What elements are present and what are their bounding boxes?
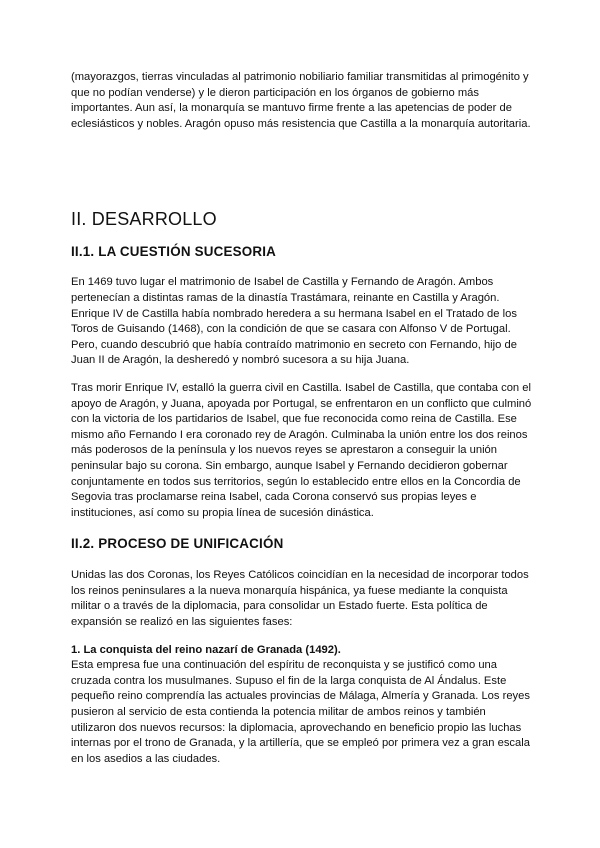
subsection-1-title: II.1. LA CUESTIÓN SUCESORIA [71,244,277,260]
subsection-1-paragraph-2: Tras morir Enrique IV, estalló la guerra civil en Castilla. Isabel de Castilla, que contaba con el apoyo de Aragón, y Juana, apoyada por Portugal, se enfrentaron en un conflicto que culminó con la victoria de los partidarios de Isabel, que fue reconocida como reina de Castilla. Ese mismo año Fernando I era coronado rey de Aragón. Culminaba la unión entre los dos reinos más poderosos de la península y los nuevos reyes se aprestaron a conseguir la unión peninsular bajo su corona. Sin embargo, aunque Isabel y Fernando decidieron gobernar conjuntamente en todos sus territorios, según lo establecido entre ellos en la Concordia de Segovia tras proclamarse reina Isabel, cada Corona conservó sus propias leyes e instituciones, así como su propia línea de sucesión dinástica. [71,381,532,519]
subsection-2-title: II.2. PROCESO DE UNIFICACIÓN [71,536,284,552]
section-title: II. DESARROLLO [71,209,217,230]
subsection-1-paragraph-1: En 1469 tuvo lugar el matrimonio de Isabel de Castilla y Fernando de Aragón. Ambos pertenecían a distintas ramas de la dinastía Trastámara, reinante en Castilla y Aragón. Enrique IV de Castilla había nombrado heredera a su hermana Isabel en el Tratado de los Toros de Guisando (1468), con la condición de que se casara con Alfonso V de Portugal. Pero, cuando descubrió que había contraído matrimonio en secreto con Fernando, hijo de Juan II de Aragón, la desheredó y nombró sucesora a su hija Juana. [71,276,517,367]
phase-1-text: Esta empresa fue una continuación del espíritu de reconquista y se justificó como una cruzada contra los musulmanes. Supuso el fin de la larga conquista de Al Ándalus. Este pequeño reino comprendía las actuales provincias de Málaga, Almería y Granada. Los reyes pusieron al servicio de esta contienda la potencia militar de ambos reinos y también utilizaron dos nuevos recursos: la diplomacia, aprovechando en beneficio propio las luchas internas por el trono de Granada, y la artillería, que se empleó por primera vez a gran escala en los asedios a las ciudades. [71,659,530,765]
phase-1-title: 1. La conquista del reino nazarí de Granada (1492). [71,643,341,656]
subsection-2-paragraph-1: Unidas las dos Coronas, los Reyes Católicos coincidían en la necesidad de incorporar todos los reinos peninsulares a la nueva monarquía hispánica, ya fuese mediante la conquista militar o a través de la diplomacia, para consolidar un Estado fuerte. Esta política de expansión se realizó en las siguientes fases: [71,569,529,629]
intro-paragraph: (mayorazgos, tierras vinculadas al patrimonio nobiliario familiar transmitidas al primogénito y que no podían venderse) y le dieron participación en los órganos de gobierno más importantes. Aun así, la monarquía se mantuvo firme frente a las apetencias de poder de eclesiásticos y nobles. Aragón opuso más resistencia que Castilla a la monarquía autoritaria. [71,71,531,130]
document-page [71,70,533,767]
